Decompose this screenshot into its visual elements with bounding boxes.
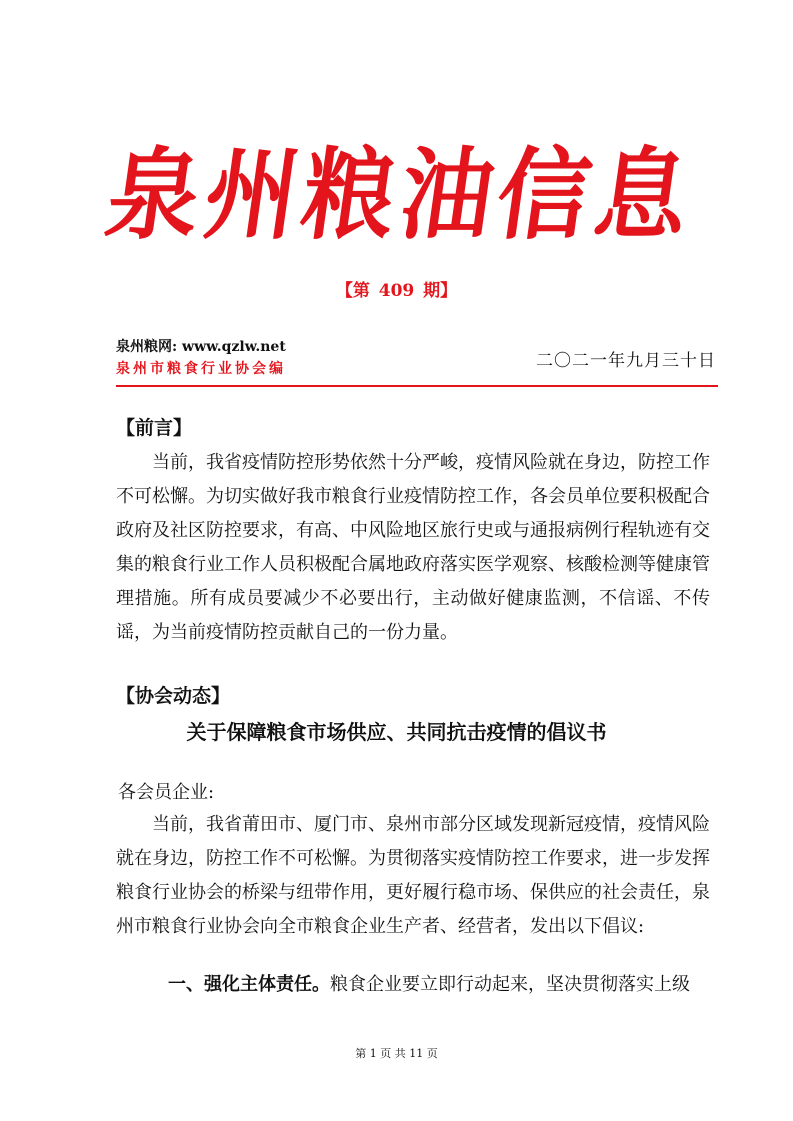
proposal-paragraph: 当前，我省莆田市、厦门市、泉州市部分区域发现新冠疫情，疫情风险就在身边，防控工作不可松懈。为贯彻落实疫情防控工作要求，进一步发挥粮食行业协会的桥梁与纽带作用，更好履行稳市场、保供应的社会责任，泉州市粮食行业协会向全市粮食企业生产者、经营者，发出以下倡议: [116,814,710,937]
masthead-title [99,136,697,254]
proposal-point-1 [116,968,710,1002]
issue-value: 409 [378,281,415,301]
header-divider [116,385,718,387]
issue-number [0,276,793,301]
salutation: 各会员企业: [118,782,215,803]
masthead-char: 泉 [99,136,209,254]
masthead-char: 信 [490,136,599,254]
publish-date: 二〇二一年九月三十日 [536,351,716,371]
editor-line: 泉州市粮食行业协会编 [116,361,286,377]
preface-paragraph: 当前，我省疫情防控形势依然十分严峻，疫情风险就在身边，防控工作不可松懈。为切实做好我市粮食行业疫情防控工作，各会员单位要积极配合政府及社区防控要求，有高、中风险地区旅行史或与通报病例行程轨迹有交集的粮食行业工作人员积极配合属地政府落实医学观察、核酸检测等健康管理措施。所有成员要减少不必要出行，主动做好健康监测，不信谣、不传谣，为当前疫情防控贡献自己的一份力量。 [116,452,710,643]
news-heading: 【协会动态】 [116,685,231,707]
proposal-title: 关于保障粮食市场供应、共同抗击疫情的倡议书 [186,720,607,744]
preface-heading: 【前言】 [116,417,193,439]
masthead-char: 油 [392,136,501,254]
masthead-char: 州 [197,136,306,254]
point-text: 粮食企业要立即行动起来，坚决贯彻落实上级 [330,974,690,995]
masthead-char: 息 [587,136,697,254]
masthead-char: 粮 [294,136,404,254]
page-footer: 第 1 页 共 11 页 [355,1047,438,1060]
website-line: 泉州粮网: www.qzlw.net [116,339,286,355]
issue-open: 【第 [335,281,370,301]
point-heading: 一、强化主体责任。 [168,974,330,995]
issue-close: 期】 [423,281,458,301]
